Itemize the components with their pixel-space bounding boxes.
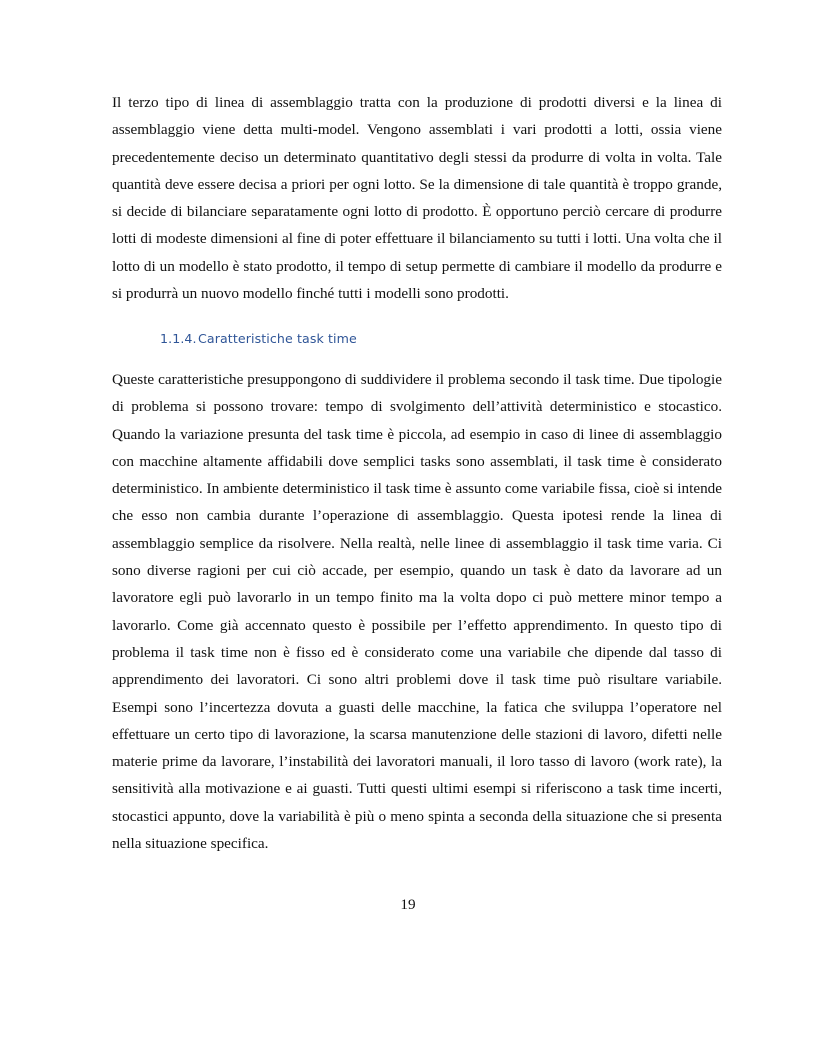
paragraph-task-time: Queste caratteristiche presuppongono di suddividere il problema secondo il task time. Due tipologie di problema si possono trovare: tempo di svolgimento dell’attività deterministico e stocastico. Quando la variazione presunta del task time è piccola, ad esempio in caso di linee di assemblaggio con macchine altamente affidabili dove semplici tasks sono assemblati, il task time è considerato deterministico. In ambiente deterministico il task time è assunto come variabile fissa, cioè si intende che esso non cambia durante l’operazione di assemblaggio. Questa ipotesi rende la linea di assemblaggio semplice da risolvere. Nella realtà, nelle linee di assemblaggio il task time varia. Ci sono diverse ragioni per cui ciò accade, per esempio, quando un task è dato da lavorare ad un lavoratore egli può lavorarlo in un tempo finito ma la volta dopo ci può mettere minor tempo a lavorarlo. Come già accennato questo è possibile per l’effetto apprendimento. In questo tipo di problema il task time non è fisso ed è considerato come una variabile che dipende dal tasso di apprendimento dei lavoratori. Ci sono altri problemi dove il task time può risultare variabile. Esempi sono l’incertezza dovuta a guasti delle macchine, la fatica che sviluppa l’operatore nel effettuare un certo tipo di lavorazione, la scarsa manutenzione delle stazioni di lavoro, difetti nelle materie prime da lavorare, l’instabilità dei lavoratori manuali, il loro tasso di lavoro (work rate), la sensitività alla motivazione e ai guasti. Tutti questi ultimi esempi si riferiscono a task time incerti, stocastici appunto, dove la variabilità è più o meno spinta a seconda della situazione che si presenta nella situazione specifica. xyxy=(112,371,722,853)
paragraph-multi-model: Il terzo tipo di linea di assemblaggio tratta con la produzione di prodotti diversi e la linea di assemblaggio viene detta multi-model. Vengono assemblati i vari prodotti a lotti, ossia viene precedentemente deciso un determinato quantitativo degli stessi da produrre di volta in volta. Tale quantità deve essere decisa a priori per ogni lotto. Se la dimensione di tale quantità è troppo grande, si decide di bilanciare separatamente ogni lotto di prodotto. È opportuno perciò cercare di produrre lotti di modeste dimensioni al fine di poter effettuare il bilanciamento su tutti i lotti. Una volta che il lotto di un modello è stato prodotto, il tempo di setup permette di cambiare il modello da produrre e si produrrà un nuovo modello finché tutti i modelli sono prodotti. xyxy=(112,94,722,303)
section-title: Caratteristiche task time xyxy=(198,331,357,346)
section-number: 1.1.4. xyxy=(160,331,197,346)
page-number: 19 xyxy=(400,896,416,913)
section-heading xyxy=(160,331,357,346)
